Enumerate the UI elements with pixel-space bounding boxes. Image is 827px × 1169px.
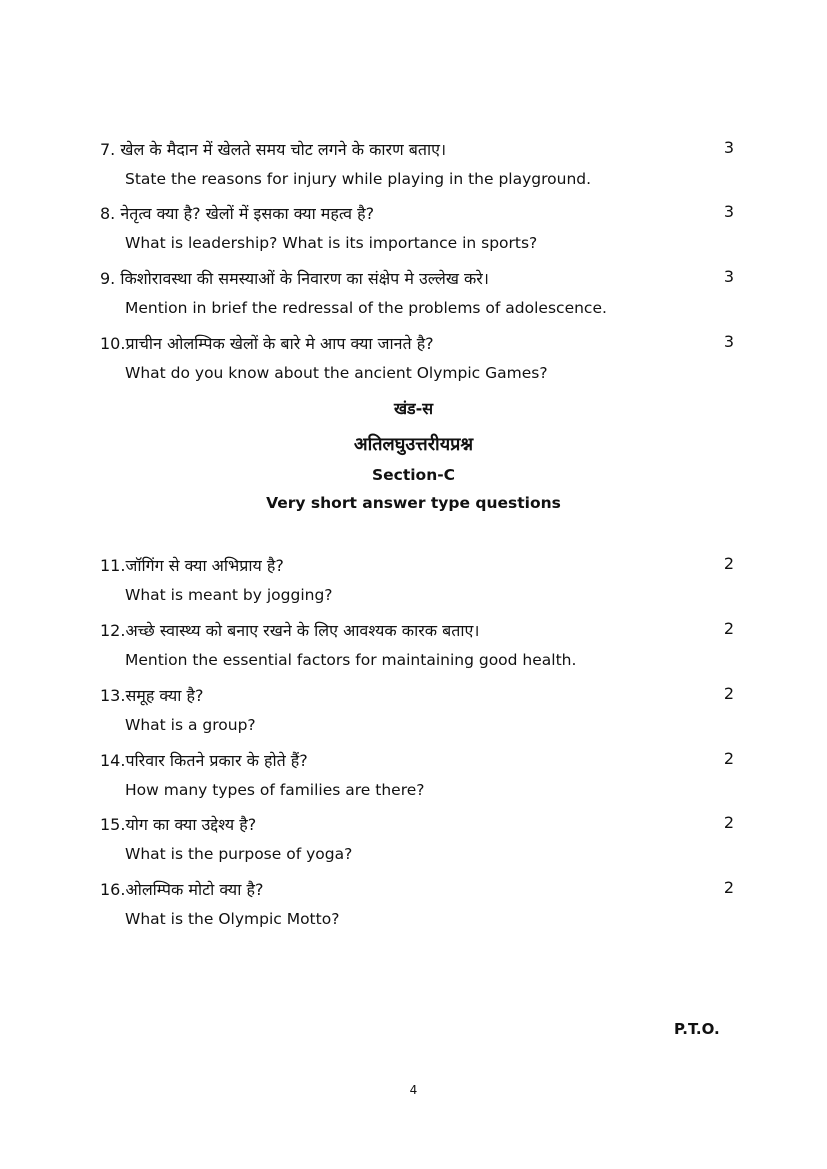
question-marks: 2 xyxy=(723,878,734,897)
question-marks: 2 xyxy=(723,554,734,573)
question-text-hindi: 15.योग का क्या उद्देश्य है? xyxy=(100,815,257,834)
question-marks: 3 xyxy=(723,267,734,286)
question-marks: 2 xyxy=(723,813,734,832)
question-text-hindi: 16.ओलम्पिक मोटो क्या है? xyxy=(100,880,264,899)
question-marks: 2 xyxy=(723,619,734,638)
question-text-hindi: 11.जॉगिंग से क्या अभिप्राय है? xyxy=(100,556,284,575)
question-text-english: What is meant by jogging? xyxy=(125,586,333,604)
section-title-hindi: खंड-स xyxy=(393,399,434,418)
question-text-hindi: 8. नेतृत्व क्या है? खेलों में इसका क्या महत्व है? xyxy=(100,204,375,223)
question-marks: 2 xyxy=(723,749,734,768)
question-text-english: What is the Olympic Motto? xyxy=(125,910,340,928)
question-text-hindi: 12.अच्छे स्वास्थ्य को बनाए रखने के लिए आवश्यक कारक बताए। xyxy=(100,621,480,640)
section-subtitle-hindi: अतिलघुउत्तरीयप्रश्न xyxy=(353,434,474,455)
question-text-english: Mention in brief the redressal of the problems of adolescence. xyxy=(125,299,607,317)
section-title-english: Section-C xyxy=(371,466,456,484)
question-marks: 2 xyxy=(723,684,734,703)
question-text-english: What is leadership? What is its importance in sports? xyxy=(125,234,538,252)
question-text-english: How many types of families are there? xyxy=(125,781,425,799)
question-text-english: State the reasons for injury while playing in the playground. xyxy=(125,170,592,188)
question-text-hindi: 13.समूह क्या है? xyxy=(100,686,204,705)
question-text-hindi: 14.परिवार कितने प्रकार के होते हैं? xyxy=(100,751,308,770)
question-marks: 3 xyxy=(723,332,734,351)
page-number: 4 xyxy=(409,1083,418,1097)
question-text-hindi: 10.प्राचीन ओलम्पिक खेलों के बारे मे आप क्या जानते है? xyxy=(100,334,434,353)
question-marks: 3 xyxy=(723,138,734,157)
section-subtitle-english: Very short answer type questions xyxy=(266,494,561,512)
pto-label: P.T.O. xyxy=(674,1020,720,1038)
question-marks: 3 xyxy=(723,202,734,221)
question-text-hindi: 7. खेल के मैदान में खेलते समय चोट लगने के कारण बताए। xyxy=(100,140,447,159)
question-text-english: What do you know about the ancient Olympic Games? xyxy=(125,364,548,382)
question-text-english: What is a group? xyxy=(125,716,256,734)
question-text-english: What is the purpose of yoga? xyxy=(125,845,353,863)
question-text-english: Mention the essential factors for maintaining good health. xyxy=(125,651,577,669)
question-text-hindi: 9. किशोरावस्था की समस्याओं के निवारण का संक्षेप मे उल्लेख करे। xyxy=(100,269,489,288)
